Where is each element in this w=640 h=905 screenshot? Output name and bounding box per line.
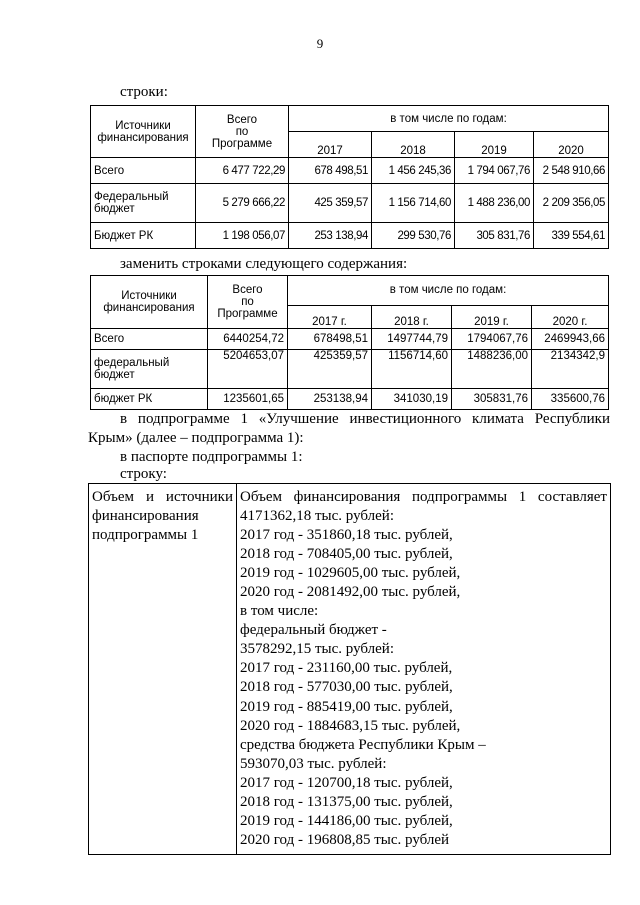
row-value: 253 138,94 [289,223,372,249]
row-value: 678 498,51 [289,158,372,184]
header-year: 2019 [455,132,534,158]
table-header-row [91,276,609,306]
row-total: 5 279 666,22 [196,184,289,223]
row-label: бюджет РК [91,389,208,410]
row-label: Бюджет РК [91,223,196,249]
row-value: 335600,76 [532,389,609,410]
new-financing-table [90,275,609,410]
row-value: 341030,19 [372,389,452,410]
row-value: 2134342,9 [532,350,609,389]
table-row [91,158,609,184]
subprogram-paragraph-line2: Крым» (далее – подпрограмма 1): [88,430,304,446]
row-value: 2 548 910,66 [534,158,609,184]
header-year: 2020 [534,132,609,158]
table-header-row [91,106,609,132]
row-value: 299 530,76 [372,223,455,249]
row-total: 6 477 722,29 [196,158,289,184]
row-value: 1497744,79 [372,329,452,350]
header-years-group: в том числе по годам: [289,106,609,132]
row-value: 2469943,66 [532,329,609,350]
header-source: Источники финансирования [91,106,196,158]
row-label: федеральный бюджет [91,350,208,389]
row-value: 339 554,61 [534,223,609,249]
header-years-group: в том числе по годам: [288,276,609,306]
header-year: 2018 [372,132,455,158]
old-financing-table [90,105,609,249]
passport-row [89,484,611,855]
header-year: 2017 [289,132,372,158]
row-value: 1488236,00 [452,350,532,389]
row-label: Всего [91,329,208,350]
row-value: 1 794 067,76 [455,158,534,184]
row-value: 1 488 236,00 [455,184,534,223]
row-value: 253138,94 [288,389,372,410]
row-label: Всего [91,158,196,184]
row-instruction: строку: [120,466,167,482]
table-row [91,389,609,410]
row-value: 1 156 714,60 [372,184,455,223]
row-value: 2 209 356,05 [534,184,609,223]
row-total: 6440254,72 [208,329,288,350]
table-row [91,329,609,350]
row-value: 1 456 245,36 [372,158,455,184]
row-value: 678498,51 [288,329,372,350]
row-value: 425 359,57 [289,184,372,223]
row-value: 305831,76 [452,389,532,410]
passport-instruction: в паспорте подпрограммы 1: [120,449,303,465]
page-number: 9 [316,36,324,51]
header-year: 2019 г. [452,305,532,328]
header-year: 2020 г. [532,305,609,328]
row-value: 1794067,76 [452,329,532,350]
passport-left-cell: Объем и источники финансирования подпрограммы 1 [89,484,237,855]
row-value: 1156714,60 [372,350,452,389]
header-source: Источники финансирования [91,276,208,329]
row-value: 305 831,76 [455,223,534,249]
table-row [91,223,609,249]
row-label: Федеральный бюджет [91,184,196,223]
intro-rows-label: строки: [120,84,168,100]
header-total: Всего по Программе [208,276,288,329]
table-row [91,184,609,223]
row-total: 5204653,07 [208,350,288,389]
table-row [91,350,609,389]
passport-right-cell: Объем финансирования подпрограммы 1 составляет 4171362,18 тыс. рублей: 2017 год - 351860,18 тыс. рублей, 2018 год - 708405,00 тыс. рублей, 2019 год - 1029605,00 тыс. рублей, 2020 год - 2081492,00 тыс. рублей, в том числе: федеральный бюджет - 3578292,15 тыс. рублей: 2017 год - 231160,00 тыс. рублей, 2018 год - 577030,00 тыс. рублей, 2019 год - 885419,00 тыс. рублей, 2020 год - 1884683,15 тыс. рублей, средства бюджета Республики Крым – 593070,03 тыс. рублей: 2017 год - 120700,18 тыс. рублей, 2018 год - 131375,00 тыс. рублей, 2019 год - 144186,00 тыс. рублей, 2020 год - 196808,85 тыс. рублей [237,484,611,855]
replace-instruction: заменить строками следующего содержания: [120,256,408,272]
passport-table [88,483,611,855]
row-value: 425359,57 [288,350,372,389]
header-total: Всего по Программе [196,106,289,158]
header-year: 2017 г. [288,305,372,328]
row-total: 1 198 056,07 [196,223,289,249]
header-year: 2018 г. [372,305,452,328]
subprogram-paragraph-line1: в подпрограмме 1 «Улучшение инвестиционного климата Республики [120,411,610,427]
row-total: 1235601,65 [208,389,288,410]
